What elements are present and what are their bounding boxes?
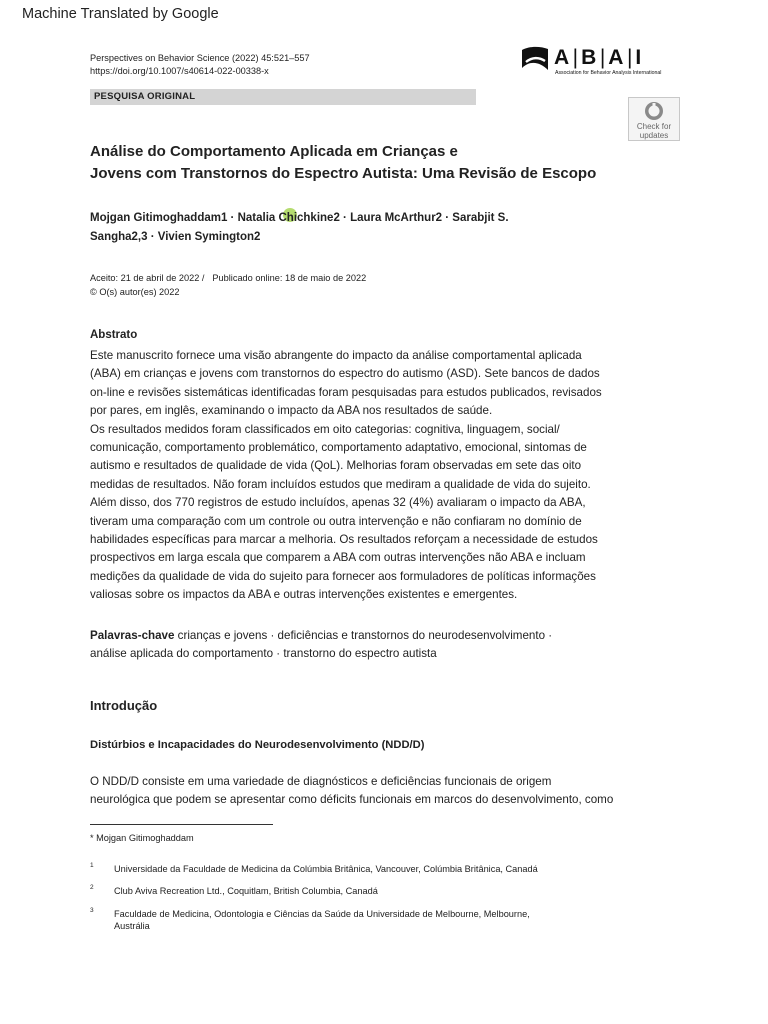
logo-letter: B: [581, 46, 600, 69]
footnote-text: Universidade da Faculdade de Medicina da Colúmbia Britânica, Vancouver, Colúmbia Britânica, Canadá: [114, 864, 538, 874]
check-for-updates-button[interactable]: [628, 97, 680, 141]
title-line: Jovens com Transtornos do Espectro Autista: Uma Revisão de Escopo: [90, 165, 597, 182]
corresponding-author: * Mojgan Gitimoghaddam: [90, 833, 194, 843]
journal-citation-text: Perspectives on Behavior Science (2022) 45:521–557: [90, 53, 310, 63]
abai-subtitle: Association for Behavior Analysis International: [555, 70, 662, 76]
keywords-line: análise aplicada do comportamento · transtorno do espectro autista: [90, 647, 437, 661]
abai-logo-mark-icon: [520, 46, 550, 72]
keywords-text: crianças e jovens · deficiências e transtornos do neurodesenvolvimento ·: [174, 629, 553, 642]
abstract-body: [90, 347, 690, 605]
ndd-subheading: Distúrbios e Incapacidades do Neurodesenvolvimento (NDD/D): [90, 739, 425, 751]
introduction-body: [90, 773, 710, 810]
abstract-heading: Abstrato: [90, 329, 138, 341]
publication-dates: [90, 271, 366, 299]
check-updates-line1: Check for: [636, 122, 672, 131]
body-line: O NDD/D consiste em uma variedade de diagnósticos e deficiências funcionais de origem: [90, 775, 552, 788]
abstract-line: medições da qualidade de vida do sujeito para fornecer aos formuladores de políticas informações: [90, 569, 596, 583]
footnote-text-line: Austrália: [114, 921, 150, 931]
abstract-line: (ABA) em crianças e jovens com transtornos do espectro do autismo (ASD). Sete bancos de dados: [90, 367, 600, 381]
footnote-number: 1: [90, 862, 94, 869]
journal-citation: [90, 52, 310, 78]
author-list: [90, 209, 650, 246]
logo-letter: A: [554, 46, 573, 69]
abai-wordmark: A|B|A|I: [554, 46, 645, 69]
footnote-divider: [90, 824, 273, 825]
article-type-label: PESQUISA ORIGINAL: [94, 91, 196, 102]
abstract-line: por pares, em inglês, examinando o impacto da ABA nos resultados de saúde.: [90, 404, 493, 418]
keywords-line: [90, 627, 700, 645]
abstract-line: habilidades específicas para marcar a melhoria. Os resultados reforçam a necessidade de estudos: [90, 533, 598, 547]
abai-logo: [520, 46, 682, 80]
logo-letter: I: [635, 46, 645, 69]
body-line: neurológica que podem se apresentar como déficits funcionais em marcos do desenvolvimento, como: [90, 793, 614, 807]
dates-line: [90, 271, 366, 285]
abstract-line: Este manuscrito fornece uma visão abrangente do impacto da análise comportamental aplicada: [90, 349, 582, 362]
authors-line: Mojgan Gitimoghaddam1 · Natalia Chichkine2 · Laura McArthur2 · Sarabjit S.: [90, 212, 509, 224]
accepted-date: Aceito: 21 de abril de 2022 /: [90, 273, 205, 283]
doi-link[interactable]: https://doi.org/10.1007/s40614-022-00338-x: [90, 66, 269, 76]
introduction-heading: Introdução: [90, 698, 158, 713]
footnote-text-line: Faculdade de Medicina, Odontologia e Ciências da Saúde da Universidade de Melbourne, Melbourne,: [114, 909, 530, 919]
copyright-line: © O(s) autor(es) 2022: [90, 287, 180, 297]
keywords-label: Palavras-chave: [90, 629, 175, 642]
abstract-line: on-line e revisões sistemáticas identificadas foram pesquisadas para estudos publicados, revisados: [90, 385, 602, 399]
abstract-line: valiosas sobre os impactos da ABA e outras intervenções existentes e emergentes.: [90, 588, 518, 602]
footnote-text: Club Aviva Recreation Ltd., Coquitlam, British Columbia, Canadá: [114, 886, 378, 896]
footnote-text: [114, 908, 574, 932]
abstract-line: tiveram uma comparação com um controle ou outra intervenção e não confiaram no domínio de: [90, 514, 582, 528]
abstract-line: comunicação, comportamento problemático, comportamento adaptativo, emocional, sintomas de: [90, 441, 587, 455]
logo-letter: A: [608, 46, 627, 69]
keywords: [90, 627, 700, 664]
abstract-line: medidas de resultados. Não foram incluídos estudos que mediram a qualidade de vida do sujeito.: [90, 477, 591, 491]
check-updates-icon: [644, 101, 664, 121]
check-updates-label: [629, 122, 679, 140]
published-date: Publicado online: 18 de maio de 2022: [212, 273, 367, 283]
abstract-line: Além disso, dos 770 registros de estudo incluídos, apenas 32 (4%) avaliaram o impacto da ABA,: [90, 496, 586, 510]
authors-line: Sangha2,3 · Vivien Symington2: [90, 230, 261, 243]
footnote-number: 2: [90, 884, 94, 891]
machine-translation-banner: Machine Translated by Google: [22, 6, 219, 22]
footnote-number: 3: [90, 907, 94, 914]
abstract-line: autismo e resultados de qualidade de vida (QoL). Melhorias foram observadas em sete das oito: [90, 459, 582, 473]
abstract-line: Os resultados medidos foram classificados em oito categorias: cognitiva, linguagem, social/: [90, 422, 560, 436]
article-title: [90, 141, 730, 185]
check-updates-line2: updates: [639, 131, 669, 140]
article-type-badge: [90, 89, 476, 105]
abstract-line: prospectivos em larga escala que comparem a ABA com outras intervenções não ABA e incluam: [90, 551, 586, 565]
title-line: Análise do Comportamento Aplicada em Crianças e: [90, 143, 458, 160]
